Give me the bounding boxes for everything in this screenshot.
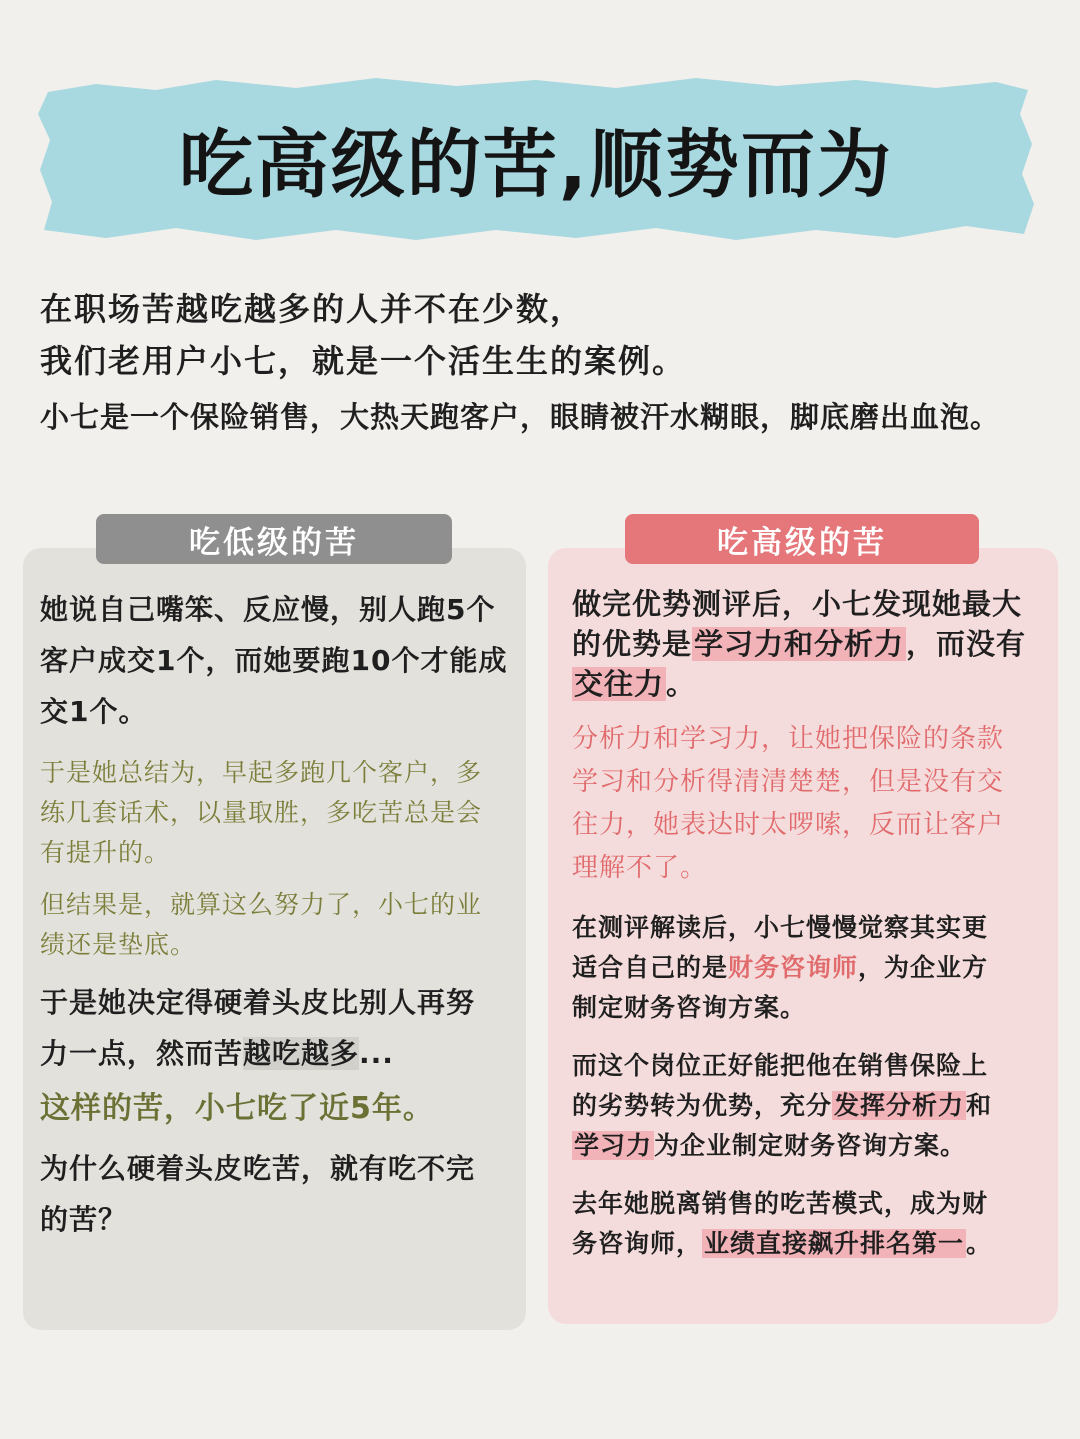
title-banner	[36, 74, 1036, 244]
low-level-content	[40, 584, 510, 1245]
text-span: 的劣势转为优势，充分	[572, 1091, 833, 1120]
highlight-text: 学习力	[574, 1131, 653, 1160]
text-line: 客户成交1个，而她要跑10个才能成	[40, 644, 508, 677]
highlight-text: 交往力	[574, 667, 665, 701]
text-line: 为什么硬着头皮吃苦，就有吃不完	[40, 1152, 476, 1185]
text-line: 去年她脱离销售的吃苦模式，成为财	[572, 1189, 989, 1218]
text-span: 的优势是	[572, 627, 693, 661]
text-line: 往力，她表达时太啰嗦，反而让客户	[572, 810, 1005, 840]
text-line: 的苦？	[40, 1203, 128, 1236]
low-level-label: 吃低级的苦	[96, 514, 452, 564]
text-line: 但结果是，就算这么努力了，小七的业	[40, 890, 483, 919]
right-paragraph-5	[572, 1184, 1042, 1264]
intro-section	[40, 283, 1050, 443]
text-span: 适合自己的是	[572, 953, 729, 982]
text-line: 理解不了。	[572, 853, 708, 883]
intro-line-3: 小七是一个保险销售，大热天跑客户，眼睛被汗水糊眼，脚底磨出血泡。	[40, 400, 1001, 434]
left-paragraph-2	[40, 753, 510, 873]
left-paragraph-6	[40, 1143, 510, 1245]
highlight-text: 越吃越多	[243, 1037, 360, 1070]
text-line	[572, 948, 1042, 988]
text-line	[572, 664, 1042, 704]
left-paragraph-5: 这样的苦，小七吃了近5年。	[40, 1091, 434, 1126]
text-span: 。	[966, 1229, 993, 1258]
text-line: 做完优势测评后，小七发现她最大	[572, 587, 1023, 621]
text-line: 分析力和学习力，让她把保险的条款	[572, 724, 1005, 754]
highlight-text: 业绩直接飙升排名第一	[704, 1229, 965, 1258]
text-span: ...	[359, 1037, 394, 1070]
text-line: 练几套话术，以量取胜，多吃苦总是会	[40, 798, 483, 827]
high-level-content	[572, 584, 1042, 1264]
text-line: 在测评解读后，小七慢慢觉察其实更	[572, 913, 989, 942]
left-paragraph-3	[40, 885, 510, 965]
text-line	[40, 1028, 510, 1079]
text-span: 为企业制定财务咨询方案。	[654, 1131, 967, 1160]
text-span: 务咨询师，	[572, 1229, 703, 1258]
text-line: 而这个岗位正好能把他在销售保险上	[572, 1051, 989, 1080]
text-line: 于是她决定得硬着头皮比别人再努	[40, 986, 476, 1019]
text-span: 。	[666, 667, 697, 701]
text-line: 制定财务咨询方案。	[572, 993, 807, 1022]
text-line: 于是她总结为，早起多跑几个客户，多	[40, 758, 483, 787]
page-title: 吃高级的苦,顺势而为	[178, 122, 894, 208]
highlight-text: 发挥分析力	[834, 1091, 965, 1120]
text-line	[572, 1126, 1042, 1166]
red-text: 财务咨询师	[728, 953, 859, 982]
left-paragraph-1	[40, 584, 510, 737]
left-paragraph-4	[40, 977, 510, 1079]
text-span: 力一点，然而苦	[40, 1037, 244, 1070]
text-line	[572, 1224, 1042, 1264]
right-paragraph-4	[572, 1046, 1042, 1166]
highlight-text: 学习力和分析力	[694, 627, 905, 661]
intro-line-1: 在职场苦越吃越多的人并不在少数，	[40, 290, 585, 328]
right-paragraph-1	[572, 584, 1042, 704]
text-line	[572, 624, 1042, 664]
text-line: 学习和分析得清清楚楚，但是没有交	[572, 767, 1005, 797]
text-span: ，为企业方	[858, 953, 989, 982]
right-paragraph-2	[572, 718, 1042, 890]
text-line: 她说自己嘴笨、反应慢，别人跑5个	[40, 593, 496, 626]
text-span: ，而没有	[906, 627, 1027, 661]
text-span: 和	[966, 1091, 993, 1120]
intro-line-2: 我们老用户小七，就是一个活生生的案例。	[40, 342, 687, 380]
high-level-label: 吃高级的苦	[625, 514, 979, 564]
right-paragraph-3	[572, 908, 1042, 1028]
text-line	[572, 1086, 1042, 1126]
text-line: 有提升的。	[40, 838, 171, 867]
text-line: 交1个。	[40, 695, 148, 728]
text-line: 绩还是垫底。	[40, 930, 197, 959]
